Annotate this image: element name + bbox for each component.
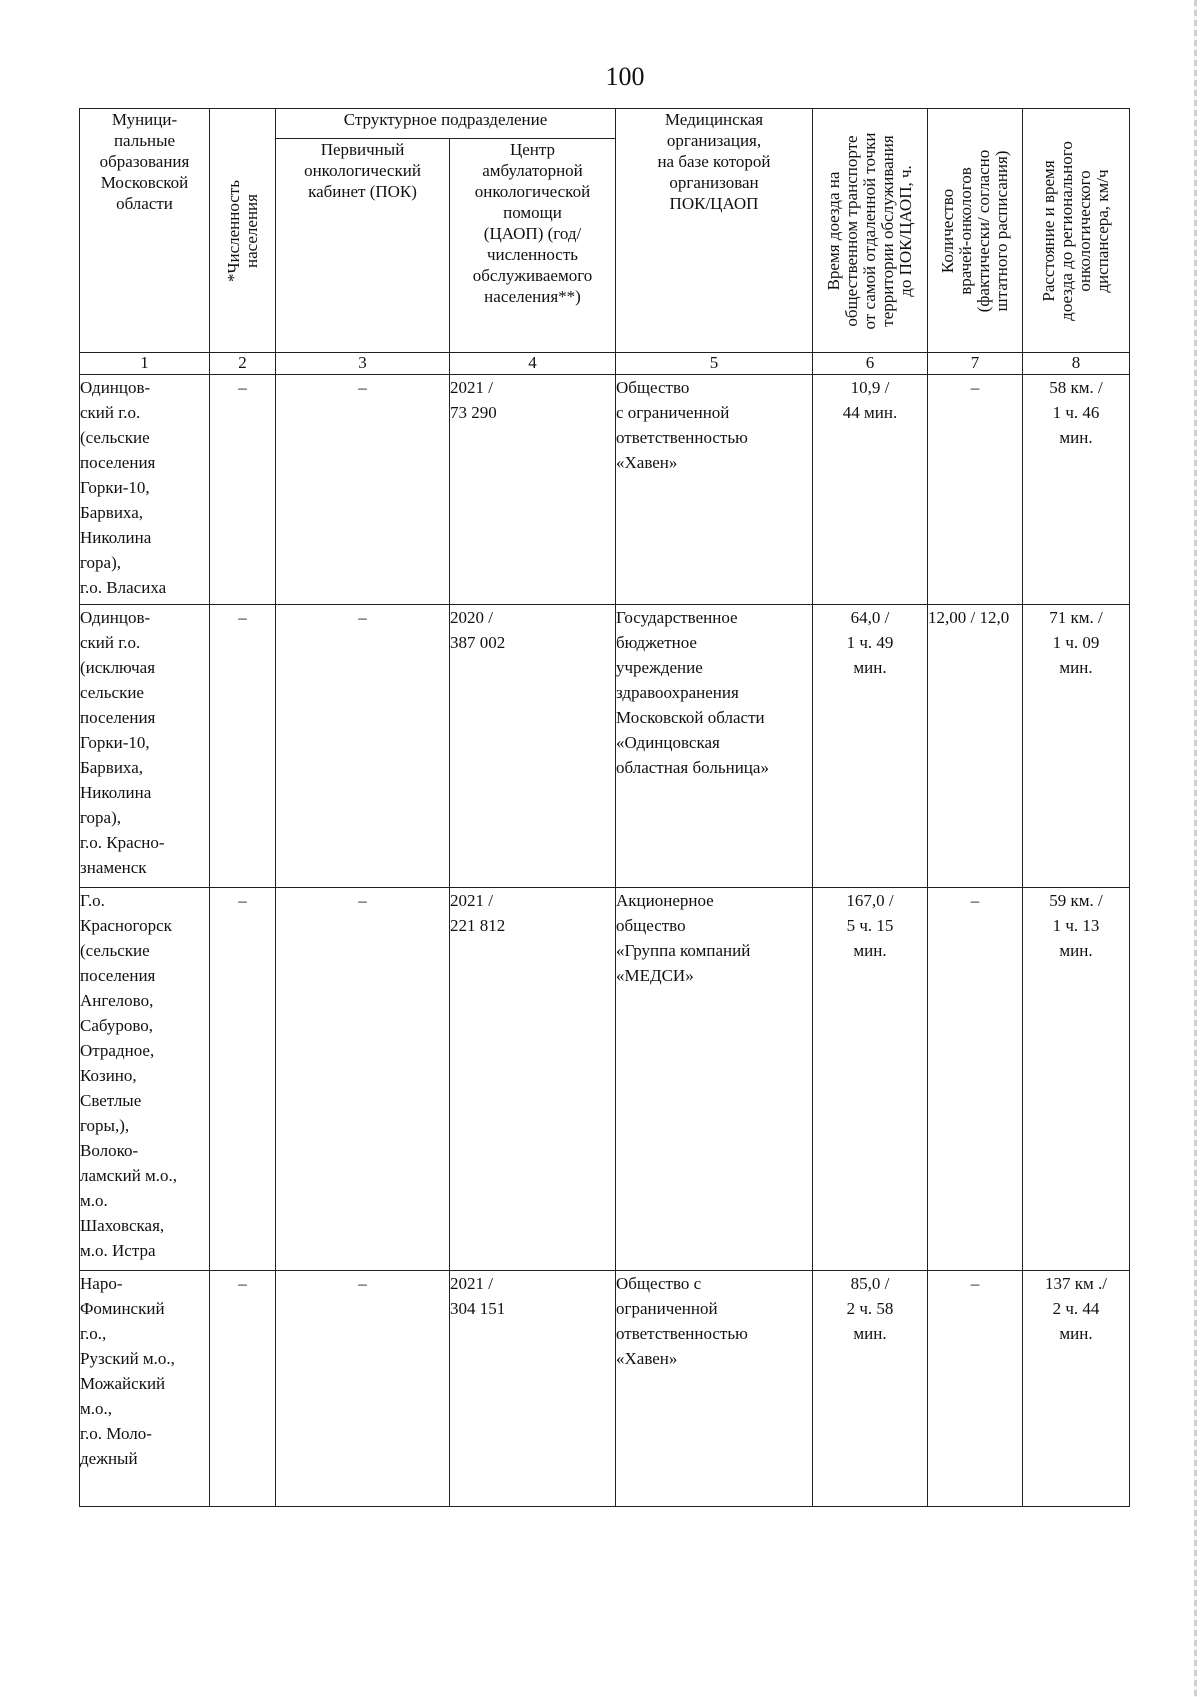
- header-municipality: [80, 109, 210, 353]
- text-line: с ограниченной: [616, 403, 730, 422]
- text-line: дежный: [80, 1449, 138, 1468]
- text-line: Барвиха,: [80, 503, 144, 522]
- column-number: 8: [1023, 353, 1130, 375]
- text-line: ограниченной: [616, 1299, 718, 1318]
- municipality-cell: [80, 1271, 210, 1507]
- doctors-cell: –: [928, 375, 1023, 605]
- text-line: Рузский м.о.,: [80, 1349, 175, 1368]
- text-line: обслуживаемого: [472, 266, 593, 285]
- text-line: (фактически/ согласно: [974, 149, 993, 312]
- population-cell: –: [210, 375, 276, 605]
- text-line: образования: [99, 152, 190, 171]
- caop-cell: [450, 375, 616, 605]
- text-line: (исключая: [80, 658, 156, 677]
- text-line: Светлые: [80, 1091, 142, 1110]
- text-line: онкологического: [1075, 169, 1094, 292]
- text-line: 5 ч. 15: [846, 916, 894, 935]
- text-line: 2020 /: [450, 608, 493, 627]
- caop-cell: [450, 605, 616, 888]
- text-line: 1 ч. 13: [1052, 916, 1100, 935]
- text-line: Общество: [616, 378, 690, 397]
- text-line: здравоохранения: [616, 683, 739, 702]
- municipality-cell: [80, 375, 210, 605]
- text-line: 1 ч. 46: [1052, 403, 1100, 422]
- text-line: 221 812: [450, 916, 506, 935]
- text-line: гора),: [80, 553, 122, 572]
- header-caop: [450, 139, 616, 353]
- text-line: мин.: [853, 658, 887, 677]
- pok-cell: –: [276, 375, 450, 605]
- text-line: сельские: [80, 683, 144, 702]
- text-line: Одинцов-: [80, 378, 151, 397]
- text-line: г.о.,: [80, 1324, 107, 1343]
- text-line: Муници-: [111, 110, 178, 129]
- distance-cell: [1023, 605, 1130, 888]
- column-number: 5: [616, 353, 813, 375]
- text-line: поселения: [80, 966, 156, 985]
- text-line: организация,: [666, 131, 762, 150]
- text-line: Козино,: [80, 1066, 137, 1085]
- text-line: «Хавен»: [616, 453, 678, 472]
- header-travel-time: [813, 109, 928, 353]
- text-line: Расстояние и время: [1039, 159, 1058, 302]
- text-line: Первичный: [320, 140, 405, 159]
- text-line: Ангелово,: [80, 991, 154, 1010]
- text-line: Количество: [938, 188, 957, 273]
- text-line: *Численность: [223, 179, 243, 282]
- column-number: 2: [210, 353, 276, 375]
- text-line: ответственностью: [616, 1324, 748, 1343]
- text-line: 64,0 /: [850, 608, 890, 627]
- text-line: 304 151: [450, 1299, 506, 1318]
- text-line: поселения: [80, 708, 156, 727]
- text-line: доезда до регионального: [1057, 140, 1076, 321]
- text-line: ламский м.о.,: [80, 1166, 178, 1185]
- text-line: штатного расписания): [992, 150, 1011, 311]
- text-line: ПОК/ЦАОП: [669, 194, 759, 213]
- text-line: Наро-: [80, 1274, 123, 1293]
- text-line: м.о. Истра: [80, 1241, 156, 1260]
- text-line: 387 002: [450, 633, 506, 652]
- text-line: населения**): [484, 287, 581, 306]
- text-line: амбулаторной: [482, 161, 583, 180]
- text-line: Время доезда на: [824, 171, 843, 290]
- text-line: Московской: [100, 173, 189, 192]
- text-line: ответственностью: [616, 428, 748, 447]
- text-line: врачей-онкологов: [956, 166, 975, 295]
- text-line: Николина: [80, 528, 152, 547]
- population-cell: –: [210, 1271, 276, 1507]
- text-line: поселения: [80, 453, 156, 472]
- distance-cell: [1023, 888, 1130, 1271]
- text-line: мин.: [1059, 428, 1093, 447]
- organization-cell: [616, 1271, 813, 1507]
- text-line: Медицинская: [664, 110, 764, 129]
- organization-cell: [616, 605, 813, 888]
- oncology-table: [79, 108, 1130, 1507]
- table-row: [80, 375, 1130, 605]
- pok-cell: –: [276, 605, 450, 888]
- text-line: Фоминский: [80, 1299, 165, 1318]
- population-cell: –: [210, 888, 276, 1271]
- text-line: мин.: [853, 1324, 887, 1343]
- text-line: мин.: [1059, 941, 1093, 960]
- text-line: Одинцов-: [80, 608, 151, 627]
- organization-cell: [616, 888, 813, 1271]
- travel-time-cell: [813, 605, 928, 888]
- text-line: населения: [241, 193, 261, 268]
- text-line: Общество с: [616, 1274, 702, 1293]
- text-line: диспансера, км/ч: [1093, 168, 1112, 293]
- text-line: помощи: [503, 203, 562, 222]
- text-line: Горки-10,: [80, 478, 150, 497]
- text-line: мин.: [1059, 658, 1093, 677]
- text-line: 2 ч. 44: [1052, 1299, 1100, 1318]
- text-line: областная больница»: [616, 758, 769, 777]
- text-line: организован: [669, 173, 759, 192]
- text-line: г.о. Моло-: [80, 1424, 152, 1443]
- text-line: м.о.,: [80, 1399, 113, 1418]
- column-number: 7: [928, 353, 1023, 375]
- table-row: [80, 888, 1130, 1271]
- header-medical-organization: [616, 109, 813, 353]
- text-line: знаменск: [80, 858, 147, 877]
- distance-cell: [1023, 375, 1130, 605]
- header-population: [210, 109, 276, 353]
- text-line: бюджетное: [616, 633, 697, 652]
- text-line: области: [116, 194, 173, 213]
- text-line: мин.: [1059, 1324, 1093, 1343]
- distance-cell: [1023, 1271, 1130, 1507]
- text-line: Отрадное,: [80, 1041, 155, 1060]
- header-distance: [1023, 109, 1130, 353]
- header-structural-unit: Структурное подразделение: [276, 109, 616, 139]
- text-line: 85,0 /: [850, 1274, 890, 1293]
- text-line: общество: [616, 916, 686, 935]
- text-line: онкологический: [304, 161, 421, 180]
- text-line: Волоко-: [80, 1141, 139, 1160]
- text-line: горы,),: [80, 1116, 130, 1135]
- text-line: 59 км. /: [1049, 891, 1103, 910]
- text-line: территории обслуживания: [878, 134, 897, 327]
- column-number: 6: [813, 353, 928, 375]
- municipality-cell: [80, 605, 210, 888]
- text-line: 2 ч. 58: [846, 1299, 894, 1318]
- text-line: Шаховская,: [80, 1216, 165, 1235]
- table-row: [80, 1271, 1130, 1507]
- column-number: 4: [450, 353, 616, 375]
- text-line: 167,0 /: [846, 891, 894, 910]
- header-pok: [276, 139, 450, 353]
- text-line: 137 км ./: [1045, 1274, 1107, 1293]
- pok-cell: –: [276, 888, 450, 1271]
- organization-cell: [616, 375, 813, 605]
- text-line: м.о.: [80, 1191, 108, 1210]
- municipality-cell: [80, 888, 210, 1271]
- text-line: Акционерное: [616, 891, 714, 910]
- text-line: Государственное: [616, 608, 738, 627]
- text-line: «Одинцовская: [616, 733, 720, 752]
- text-line: 58 км. /: [1049, 378, 1103, 397]
- text-line: Барвиха,: [80, 758, 144, 777]
- text-line: г.о. Власиха: [80, 578, 167, 597]
- text-line: Красногорск: [80, 916, 172, 935]
- text-line: Николина: [80, 783, 152, 802]
- text-line: пальные: [113, 131, 176, 150]
- text-line: (сельские: [80, 941, 150, 960]
- population-cell: –: [210, 605, 276, 888]
- doctors-cell: 12,00 / 12,0: [928, 605, 1023, 888]
- text-line: до ПОК/ЦАОП, ч.: [896, 164, 915, 297]
- text-line: 71 км. /: [1049, 608, 1103, 627]
- text-line: ский г.о.: [80, 633, 141, 652]
- text-line: «Группа компаний: [616, 941, 751, 960]
- text-line: 2021 /: [450, 1274, 493, 1293]
- text-line: Центр: [509, 140, 556, 159]
- text-line: (ЦАОП) (год/: [483, 224, 582, 243]
- doctors-cell: –: [928, 1271, 1023, 1507]
- text-line: Можайский: [80, 1374, 166, 1393]
- text-line: (сельские: [80, 428, 150, 447]
- column-number: 1: [80, 353, 210, 375]
- page-number: 100: [605, 62, 645, 91]
- text-line: 1 ч. 49: [846, 633, 894, 652]
- text-line: кабинет (ПОК): [308, 182, 417, 201]
- text-line: Московской области: [616, 708, 765, 727]
- doctors-cell: –: [928, 888, 1023, 1271]
- text-line: мин.: [853, 941, 887, 960]
- text-line: гора),: [80, 808, 122, 827]
- text-line: 44 мин.: [842, 403, 898, 422]
- text-line: Сабурово,: [80, 1016, 154, 1035]
- scan-edge: [1194, 0, 1197, 1697]
- text-line: учреждение: [616, 658, 703, 677]
- text-line: 1 ч. 09: [1052, 633, 1100, 652]
- travel-time-cell: [813, 375, 928, 605]
- text-line: ский г.о.: [80, 403, 141, 422]
- text-line: общественном транспорте: [842, 134, 861, 327]
- column-number: 3: [276, 353, 450, 375]
- text-line: «Хавен»: [616, 1349, 678, 1368]
- text-line: 73 290: [450, 403, 497, 422]
- table-row: [80, 605, 1130, 888]
- text-line: Г.о.: [80, 891, 105, 910]
- travel-time-cell: [813, 888, 928, 1271]
- text-line: 2021 /: [450, 378, 493, 397]
- text-line: численность: [486, 245, 579, 264]
- text-line: 10,9 /: [850, 378, 890, 397]
- header-doctors-count: [928, 109, 1023, 353]
- text-line: «МЕДСИ»: [616, 966, 694, 985]
- text-line: 2021 /: [450, 891, 493, 910]
- text-line: на базе которой: [657, 152, 771, 171]
- travel-time-cell: [813, 1271, 928, 1507]
- text-line: от самой отдаленной точки: [860, 132, 879, 329]
- text-line: Горки-10,: [80, 733, 150, 752]
- caop-cell: [450, 888, 616, 1271]
- text-line: г.о. Красно-: [80, 833, 165, 852]
- column-number-row: [80, 353, 1130, 375]
- caop-cell: [450, 1271, 616, 1507]
- text-line: онкологической: [474, 182, 591, 201]
- pok-cell: –: [276, 1271, 450, 1507]
